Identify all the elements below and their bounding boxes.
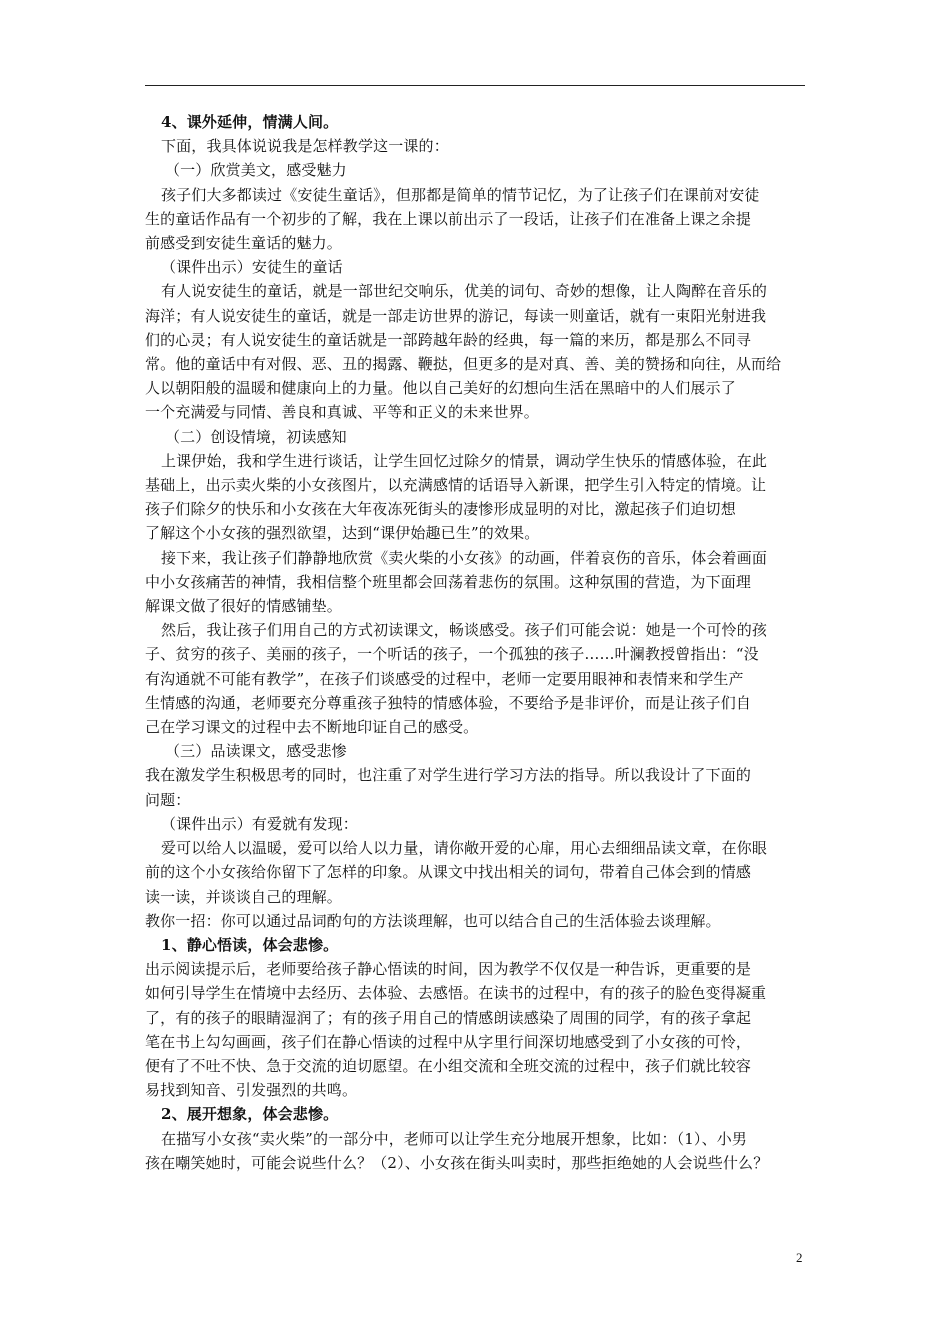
- paragraph-line: 接下来，我让孩子们静静地欣赏《卖火柴的小女孩》的动画，伴着哀伤的音乐，体会着画面: [161, 548, 768, 567]
- paragraph-line: 们的心灵；有人说安徒生的童话就是一部跨越年龄的经典，每一篇的来历，都是那么不同寻: [145, 330, 752, 349]
- paragraph-line: 出示阅读提示后，老师要给孩子静心悟读的时间，因为教学不仅仅是一种告诉，更重要的是: [145, 960, 752, 979]
- paragraph-line: 孩在嘲笑她时，可能会说些什么？（2）、小女孩在街头叫卖时，那些拒绝她的人会说些什么？: [145, 1153, 769, 1172]
- paragraph-line: 己在学习课文的过程中去不断地印证自己的感受。: [145, 718, 479, 737]
- step-heading: 1、静心悟读，体会悲惨。: [161, 935, 339, 954]
- paragraph-line: 前的这个小女孩给你留下了怎样的印象。从课文中找出相关的词句，带着自己体会到的情感: [145, 863, 752, 882]
- courseware-label: （课件出示）有爱就有发现：: [161, 814, 358, 833]
- paragraph-line: 上课伊始，我和学生进行谈话，让学生回忆过除夕的情景，调动学生快乐的情感体验，在此: [161, 451, 768, 470]
- paragraph-line: 前感受到安徒生童话的魅力。: [145, 234, 342, 253]
- paragraph-line: 解课文做了很好的情感铺垫。: [145, 597, 342, 616]
- paragraph-line: 孩子们大多都读过《安徒生童话》，但那都是简单的情节记忆，为了让孩子们在课前对安徒: [161, 185, 760, 204]
- courseware-label: （课件出示）安徒生的童话: [161, 258, 343, 277]
- document-body: [145, 110, 809, 1175]
- paragraph-line: 有沟通就不可能有教学”，在孩子们谈感受的过程中，老师一定要用眼神和表情来和学生产: [145, 669, 744, 688]
- paragraph-line: 如何引导学生在情境中去经历、去体验、去感悟。在读书的过程中，有的孩子的脸色变得凝重: [145, 984, 767, 1003]
- paragraph-line: 笔在书上勾勾画画，孩子们在静心悟读的过程中从字里行间深切地感受到了小女孩的可怜，: [145, 1032, 752, 1051]
- subsection-heading: （一）欣赏美文，感受魅力: [165, 161, 347, 180]
- subsection-heading: （三）品读课文，感受悲惨: [165, 742, 347, 761]
- paragraph-line: 我在激发学生积极思考的同时，也注重了对学生进行学习方法的指导。所以我设计了下面的: [145, 766, 752, 785]
- section-heading: 4、课外延伸，情满人间。: [161, 113, 339, 131]
- paragraph-line: 子、贫穷的孩子、美丽的孩子，一个听话的孩子，一个孤独的孩子……叶澜教授曾指出：“没: [145, 645, 759, 664]
- paragraph-line: 一个充满爱与同情、善良和真诚、平等和正义的未来世界。: [145, 403, 539, 422]
- paragraph-line: 易找到知音、引发强烈的共鸣。: [145, 1081, 358, 1100]
- paragraph-line: 爱可以给人以温暖，爱可以给人以力量，请你敞开爱的心扉，用心去细细品读文章，在你眼: [161, 839, 768, 858]
- paragraph-line: 中小女孩痛苦的神情，我相信整个班里都会回荡着悲伤的氛围。这种氛围的营造，为下面理: [145, 572, 752, 591]
- paragraph-line: 有人说安徒生的童话，就是一部世纪交响乐，优美的词句、奇妙的想像，让人陶醉在音乐的: [161, 282, 768, 301]
- step-heading: 2、展开想象，体会悲惨。: [161, 1105, 339, 1124]
- paragraph-line: 教你一招：你可以通过品词酌句的方法谈理解，也可以结合自己的生活体验去谈理解。: [145, 911, 721, 930]
- paragraph-line: 了解这个小女孩的强烈欲望，达到“课伊始趣已生”的效果。: [145, 524, 540, 543]
- paragraph-line: 在描写小女孩“卖火柴”的一部分中，老师可以让学生充分地展开想象，比如：（1）、小男: [161, 1129, 748, 1148]
- page-number: 2: [796, 1250, 803, 1265]
- header-rule: [145, 85, 805, 86]
- paragraph-line: 海洋；有人说安徒生的童话，就是一部走访世界的游记，每读一则童话，就有一束阳光射进我: [145, 306, 767, 325]
- paragraph-line: 人以朝阳般的温暖和健康向上的力量。他以自己美好的幻想向生活在黑暗中的人们展示了: [145, 379, 736, 398]
- subsection-heading: （二）创设情境，初读感知: [165, 427, 347, 446]
- paragraph-line: 常。他的童话中有对假、恶、丑的揭露、鞭挞，但更多的是对真、善、美的赞扬和向往，从而给: [145, 355, 782, 374]
- paragraph-line: 读一读，并谈谈自己的理解。: [145, 887, 342, 906]
- paragraph-line: 问题：: [145, 790, 191, 809]
- paragraph-line: 孩子们除夕的快乐和小女孩在大年夜冻死街头的凄惨形成显明的对比，激起孩子们迫切想: [145, 500, 736, 519]
- paragraph-line: 下面，我具体说说我是怎样教学这一课的：: [161, 137, 449, 156]
- paragraph-line: 生的童话作品有一个初步的了解，我在上课以前出示了一段话，让孩子们在准备上课之余提: [145, 209, 752, 228]
- paragraph-line: 生情感的沟通，老师要充分尊重孩子独特的情感体验，不要给予是非评价，而是让孩子们自: [145, 693, 752, 712]
- paragraph-line: 基础上，出示卖火柴的小女孩图片，以充满感情的话语导入新课，把学生引入特定的情境。让: [145, 476, 767, 495]
- paragraph-line: 便有了不吐不快、急于交流的迫切愿望。在小组交流和全班交流的过程中，孩子们就比较容: [145, 1056, 752, 1075]
- paragraph-line: 了，有的孩子的眼睛湿润了；有的孩子用自己的情感朗读感染了周围的同学，有的孩子拿起: [145, 1008, 752, 1027]
- paragraph-line: 然后，我让孩子们用自己的方式初读课文，畅谈感受。孩子们可能会说：她是一个可怜的孩: [161, 621, 768, 640]
